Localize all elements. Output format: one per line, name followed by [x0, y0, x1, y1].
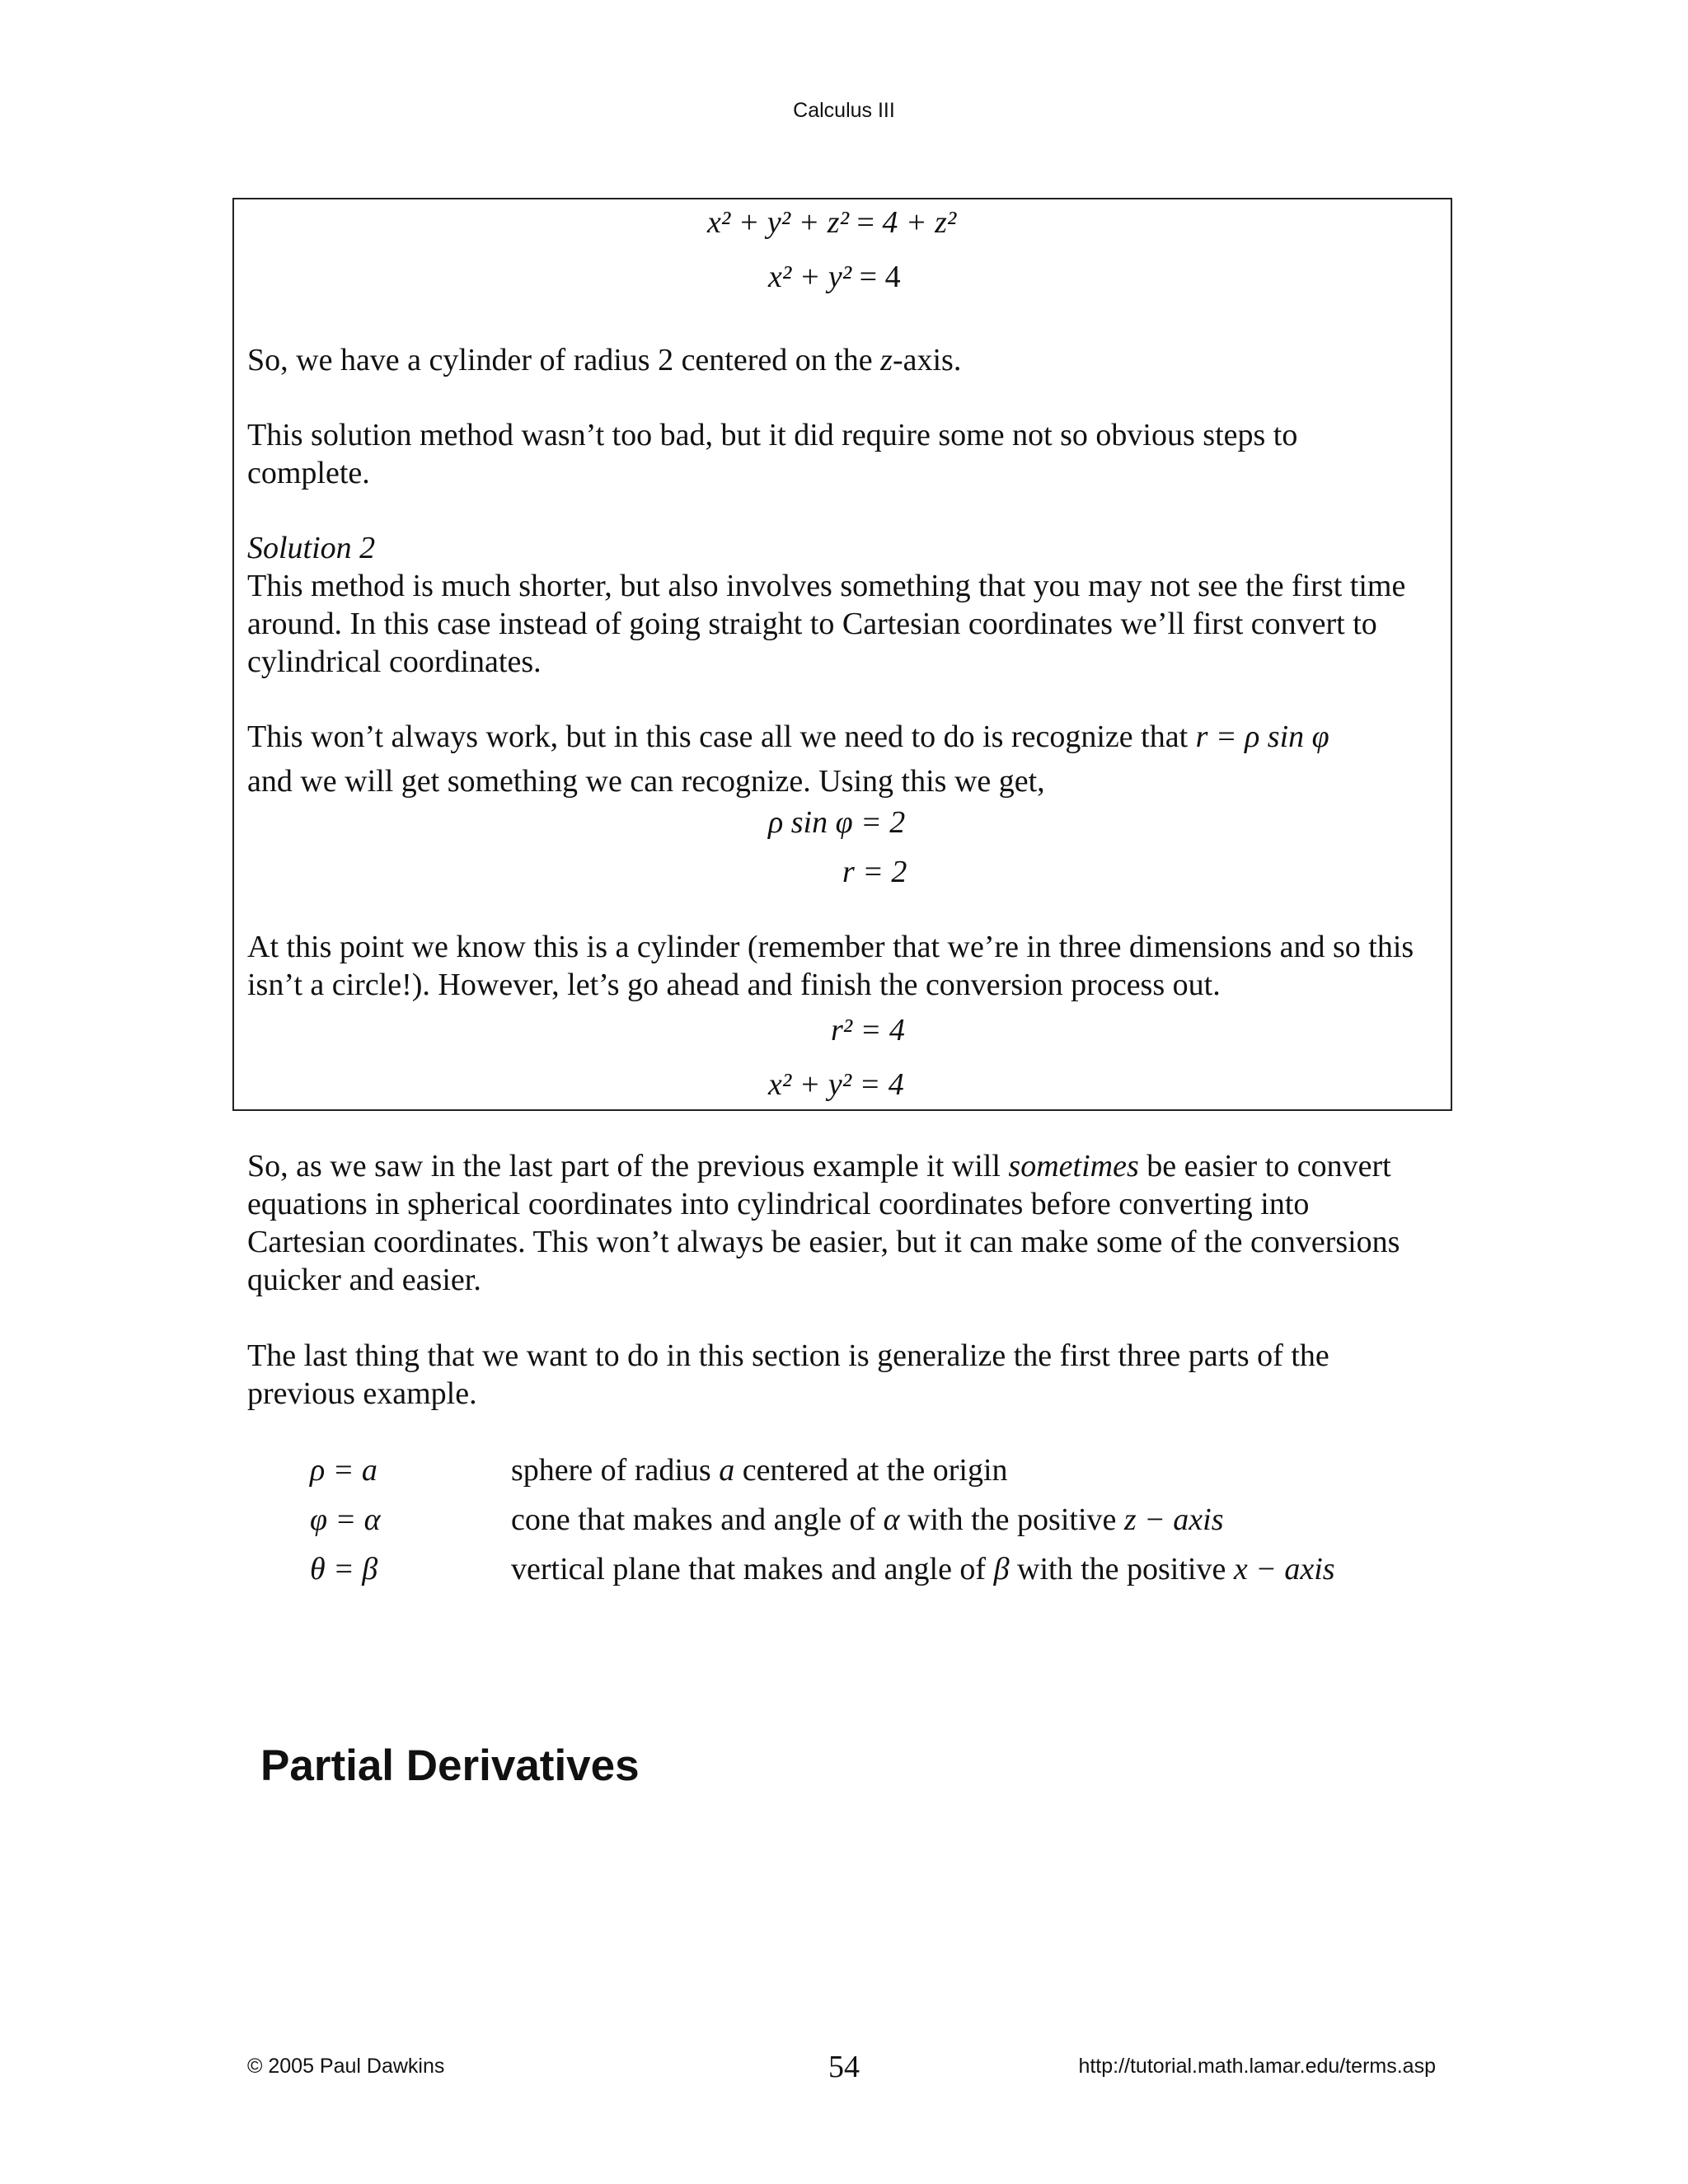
table-row-sphere-math: ρ = a — [310, 1453, 377, 1488]
equation-sphere-expanded: x² + y² + z² = 4 + z² — [707, 205, 957, 240]
table-row-plane-desc: vertical plane that makes and angle of β with the positive x − axis — [511, 1552, 1335, 1586]
paragraph-solution-2: This method is much shorter, but also involves something that you may not see the first time around. In this case instead of going straight to Cartesian coordinates we’ll first convert to cylindrical coordinates. — [247, 569, 1406, 679]
table-row-sphere-desc: sphere of radius a centered at the origin — [511, 1453, 1008, 1488]
paragraph-recognize-line1: This won’t always work, but in this case all we need to do is recognize that r = ρ sin φ — [247, 719, 1329, 754]
equation-r-squared: r² = 4 — [831, 1013, 905, 1047]
paragraph-cylinder-conclusion: So, we have a cylinder of radius 2 centered on the z-axis. — [247, 343, 962, 377]
equation-r-equals-2: r = 2 — [842, 855, 907, 889]
running-header: Calculus III — [793, 99, 895, 122]
footer-copyright: © 2005 Paul Dawkins — [247, 2055, 445, 2078]
paragraph-cylinder-remark: At this point we know this is a cylinder (remember that we’re in three dimensions and so this isn’t a circle!). However, let’s go ahead and finish the conversion process out. — [247, 930, 1414, 1002]
paragraph-method-comment: This solution method wasn’t too bad, but it did require some not so obvious steps to complete. — [247, 418, 1298, 490]
solution-2-label: Solution 2 — [247, 531, 376, 565]
paragraph-conversion-advice: So, as we saw in the last part of the previous example it will sometimes be easier to convert equations in spherical coordinates into cylindrical coordinates before converting into Cartesian coordinates. This won’t always be easier, but it can make some of the conversions quicker and easier. — [247, 1149, 1400, 1297]
section-title: Partial Derivatives — [260, 1741, 640, 1790]
footer-url: http://tutorial.math.lamar.edu/terms.asp — [1078, 2055, 1436, 2078]
paragraph-recognize-line2: and we will get something we can recognize. Using this we get, — [247, 764, 1045, 799]
paragraph-generalize: The last thing that we want to do in this section is generalize the first three parts of the previous example. — [247, 1338, 1329, 1411]
equation-cylinder-result: x² + y² = 4 — [768, 260, 901, 294]
equation-cartesian-cylinder: x² + y² = 4 — [768, 1067, 904, 1102]
table-row-cone-math: φ = α — [310, 1502, 381, 1537]
footer-page-number: 54 — [828, 2050, 860, 2084]
equation-rho-sin-phi: ρ sin φ = 2 — [768, 805, 906, 840]
table-row-plane-math: θ = β — [310, 1552, 378, 1586]
table-row-cone-desc: cone that makes and angle of α with the positive z − axis — [511, 1502, 1224, 1537]
